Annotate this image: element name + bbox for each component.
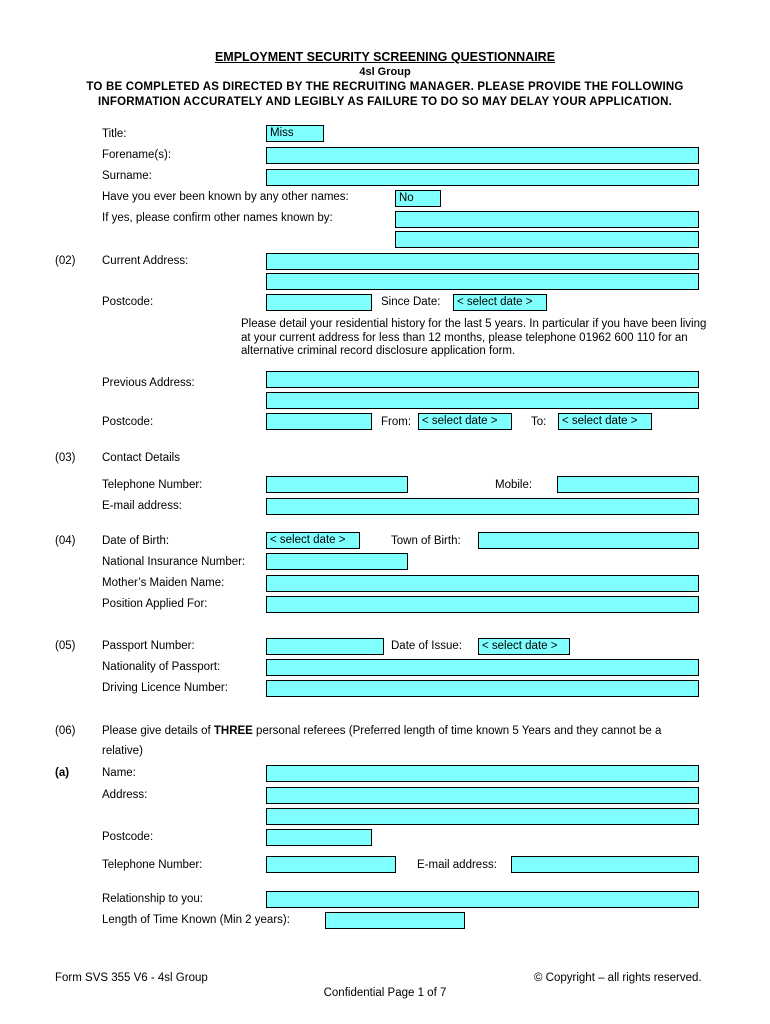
other-names-line-1[interactable] (395, 211, 699, 228)
referee-address-label: Address: (102, 789, 148, 801)
position-label: Position Applied For: (102, 598, 208, 610)
referees-intro (102, 725, 661, 737)
postcode-field[interactable] (266, 294, 372, 311)
instructions (0, 80, 770, 110)
referees-intro-prefix: Please give details of (102, 725, 214, 737)
other-names-line-2[interactable] (395, 231, 699, 248)
telephone-label: Telephone Number: (102, 479, 203, 491)
contact-details-heading: Contact Details (102, 452, 180, 464)
referee-name-field[interactable] (266, 765, 699, 782)
company-name: 4sl Group (359, 66, 411, 78)
maiden-name-label: Mother’s Maiden Name: (102, 577, 225, 589)
residential-history-note: Please detail your residential history for the last 5 years. In particular if you have been living at your current address for less than 12 months, please telephone 01962 600 110 for an alternative criminal record disclosure application form. (241, 318, 707, 357)
forenames-label: Forename(s): (102, 149, 172, 161)
referee-email-label: E-mail address: (417, 859, 497, 871)
other-names-label: Have you ever been known by any other names: (102, 191, 349, 203)
current-address-label: Current Address: (102, 255, 189, 267)
section-02-number: (02) (55, 255, 76, 267)
position-field[interactable] (266, 596, 699, 613)
postcode-label: Postcode: (102, 296, 154, 308)
instruction-line-1: TO BE COMPLETED AS DIRECTED BY THE RECRUITING MANAGER. PLEASE PROVIDE THE FOLLOWING (86, 81, 684, 93)
referee-email-field[interactable] (511, 856, 699, 873)
section-03-number: (03) (55, 452, 76, 464)
referee-address-line-1[interactable] (266, 787, 699, 804)
referee-telephone-label: Telephone Number: (102, 859, 203, 871)
previous-address-line-1[interactable] (266, 371, 699, 388)
previous-address-line-2[interactable] (266, 392, 699, 409)
to-date-picker[interactable]: < select date > (558, 413, 652, 430)
referee-address-line-2[interactable] (266, 808, 699, 825)
town-of-birth-field[interactable] (478, 532, 699, 549)
mobile-field[interactable] (557, 476, 699, 493)
dob-label: Date of Birth: (102, 535, 170, 547)
telephone-field[interactable] (266, 476, 408, 493)
nationality-label: Nationality of Passport: (102, 661, 221, 673)
licence-label: Driving Licence Number: (102, 682, 228, 694)
referees-intro-bold: THREE (213, 725, 253, 737)
page-number: Confidential Page 1 of 7 (323, 987, 447, 999)
surname-label: Surname: (102, 170, 152, 182)
dob-date-picker[interactable]: < select date > (266, 532, 360, 549)
current-address-line-2[interactable] (266, 273, 699, 290)
from-date-picker[interactable]: < select date > (418, 413, 512, 430)
nationality-field[interactable] (266, 659, 699, 676)
ni-number-label: National Insurance Number: (102, 556, 246, 568)
passport-label: Passport Number: (102, 640, 195, 652)
referee-postcode-field[interactable] (266, 829, 372, 846)
length-known-label: Length of Time Known (Min 2 years): (102, 914, 290, 926)
previous-postcode-label: Postcode: (102, 416, 154, 428)
date-of-issue-label: Date of Issue: (391, 640, 462, 652)
since-date-picker[interactable]: < select date > (453, 294, 547, 311)
instruction-line-2: INFORMATION ACCURATELY AND LEGIBLY AS FAILURE TO DO SO MAY DELAY YOUR APPLICATION. (97, 96, 672, 108)
to-label: To: (531, 416, 547, 428)
relationship-field[interactable] (266, 891, 699, 908)
forenames-field[interactable] (266, 147, 699, 164)
relationship-label: Relationship to you: (102, 893, 204, 905)
passport-field[interactable] (266, 638, 384, 655)
title-field[interactable]: Miss (266, 125, 324, 142)
current-address-line-1[interactable] (266, 253, 699, 270)
maiden-name-field[interactable] (266, 575, 699, 592)
date-of-issue-picker[interactable]: < select date > (478, 638, 570, 655)
previous-address-label: Previous Address: (102, 377, 195, 389)
title-label: Title: (102, 128, 127, 140)
form-id: Form SVS 355 V6 - 4sl Group (55, 972, 208, 984)
referee-name-label: Name: (102, 767, 136, 779)
section-05-number: (05) (55, 640, 76, 652)
other-names-field[interactable]: No (395, 190, 441, 207)
town-of-birth-label: Town of Birth: (391, 535, 461, 547)
referee-a-letter: (a) (55, 767, 70, 779)
confirm-names-label: If yes, please confirm other names known by: (102, 212, 333, 224)
email-label: E-mail address: (102, 500, 182, 512)
section-06-number: (06) (55, 725, 76, 737)
email-field[interactable] (266, 498, 699, 515)
referees-intro-line-2: relative) (102, 745, 143, 757)
page-title: EMPLOYMENT SECURITY SCREENING QUESTIONNAIRE (214, 50, 556, 64)
section-04-number: (04) (55, 535, 76, 547)
ni-number-field[interactable] (266, 553, 408, 570)
surname-field[interactable] (266, 169, 699, 186)
since-date-label: Since Date: (381, 296, 441, 308)
referees-intro-suffix: personal referees (Preferred length of time known 5 Years and they cannot be a (252, 725, 662, 737)
licence-field[interactable] (266, 680, 699, 697)
copyright: © Copyright – all rights reserved. (534, 972, 702, 984)
length-known-field[interactable] (325, 912, 465, 929)
referee-telephone-field[interactable] (266, 856, 396, 873)
referee-postcode-label: Postcode: (102, 831, 154, 843)
from-label: From: (381, 416, 412, 428)
mobile-label: Mobile: (495, 479, 533, 491)
previous-postcode-field[interactable] (266, 413, 372, 430)
